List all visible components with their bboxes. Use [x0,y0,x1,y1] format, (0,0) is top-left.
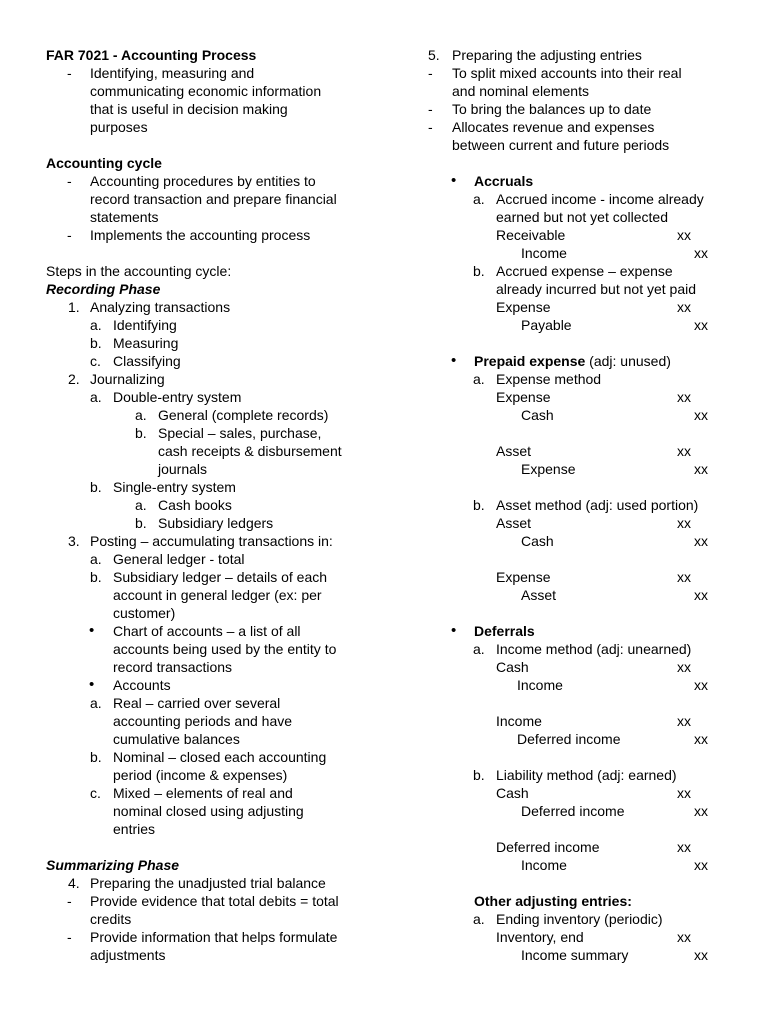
step-4: 4. Preparing the unadjusted trial balance [68,875,326,891]
steps-intro: Steps in the accounting cycle: [46,263,232,279]
cycle-item: - Implements the accounting process [67,227,311,243]
deferrals-heading: • Deferrals [451,622,535,639]
entry-credit: Income summary xx [521,947,708,963]
list-item: a. Real – carried over several accounting periods and have cumulative balances [90,695,293,747]
entry-debit: Income xx [496,713,691,729]
entry-debit: Cash xx [496,785,691,801]
list-item: b. Subsidiary ledger – details of each account in general ledger (ex: per customer) [90,569,328,621]
cycle-item: - Accounting procedures by entities to record transaction and prepare financial statements [67,173,337,225]
entry-debit: Asset xx [496,515,691,531]
entry-debit: Asset xx [496,443,691,459]
entry-credit: Expense xx [521,461,708,477]
list-item: - Provide information that helps formulate adjustments [67,929,338,963]
other-adjusting-entries-heading: Other adjusting entries: [474,893,632,909]
list-item: - Allocates revenue and expenses between current and future periods [428,119,670,153]
list-item: c. Classifying [90,353,181,369]
step-5: 5. Preparing the adjusting entries [428,47,642,63]
accounting-cycle-heading: Accounting cycle [46,155,162,171]
step-2: 2. Journalizing [68,371,165,387]
dash-marker: - [67,65,72,81]
entry-debit: Receivable xx [496,227,691,243]
entry-credit: Payable xx [521,317,708,333]
entry-debit: Expense xx [496,389,691,405]
list-item: b. Liability method (adj: earned) [473,767,677,783]
list-item: a. Expense method [473,371,602,387]
list-item: a. Cash books [135,497,232,513]
list-item: - To split mixed accounts into their real and nominal elements [428,65,682,99]
list-item: b. Single-entry system [90,479,236,495]
list-item: a. General ledger - total [90,551,245,567]
list-item: b. Accrued expense – expense already incurred but not yet paid [473,263,697,297]
entry-credit: Cash xx [521,533,708,549]
intro-item: - Identifying, measuring and communicating economic information that is useful in decision making purposes [67,65,322,135]
list-item: a. Double-entry system [90,389,242,405]
list-item: b. Subsidiary ledgers [135,515,274,531]
entry-debit: Cash xx [496,659,691,675]
list-item: a. Accrued income - income already earned but not yet collected [473,191,704,225]
list-item: c. Mixed – elements of real and nominal closed using adjusting entries [90,785,304,837]
document-title: FAR 7021 - Accounting Process [46,47,257,63]
step-3: 3. Posting – accumulating transactions in: [68,533,333,549]
list-item: • Accounts [89,676,171,693]
list-item: b. Nominal – closed each accounting period (income & expenses) [90,749,327,783]
list-item: a. Income method (adj: unearned) [473,641,692,657]
entry-credit: Cash xx [521,407,708,423]
step-1: 1. Analyzing transactions [68,299,231,315]
entry-credit: Income xx [521,857,708,873]
left-column [46,46,376,964]
list-item: - To bring the balances up to date [428,101,652,117]
list-item: - Provide evidence that total debits = total credits [67,893,339,927]
entry-debit: Deferred income xx [496,839,691,855]
entry-debit: Expense xx [496,299,691,315]
list-item: b. Asset method (adj: used portion) [473,497,699,513]
entry-credit: Deferred income xx [521,803,708,819]
list-item: a. Identifying [90,317,177,333]
prepaid-expense-heading: • Prepaid expense (adj: unused) [451,352,671,369]
entry-credit: Income xx [517,677,708,693]
list-item: b. Measuring [90,335,179,351]
accruals-heading: • Accruals [451,172,534,189]
list-item: a. General (complete records) [135,407,329,423]
entry-debit: Expense xx [496,569,691,585]
summarizing-phase-heading: Summarizing Phase [46,857,180,873]
entry-debit: Inventory, end xx [496,929,691,945]
bullet-marker: • [89,622,95,639]
entry-credit: Income xx [521,245,708,261]
list-item: b. Special – sales, purchase, cash receipts & disbursement journals [135,425,342,477]
right-column [428,46,728,964]
recording-phase-heading: Recording Phase [46,281,161,297]
list-item: • Chart of accounts – a list of all accounts being used by the entity to record transactions [89,622,337,675]
list-item: a. Ending inventory (periodic) [473,911,663,927]
entry-credit: Asset xx [521,587,708,603]
entry-credit: Deferred income xx [517,731,708,747]
